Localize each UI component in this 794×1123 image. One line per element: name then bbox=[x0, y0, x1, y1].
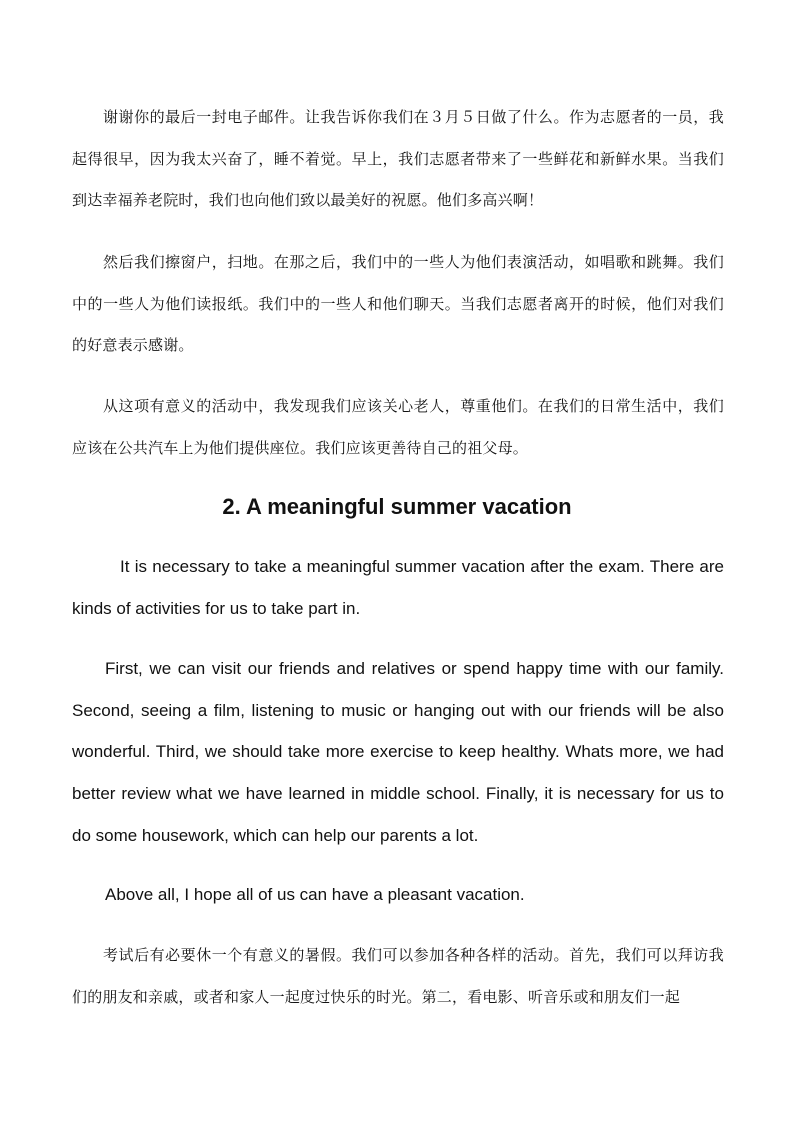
chinese-paragraph-2: 然后我们擦窗户，扫地。在那之后，我们中的一些人为他们表演活动，如唱歌和跳舞。我们中的一些人为他们读报纸。我们中的一些人和他们聊天。当我们志愿者离开的时候，他们对我们的好意表示感谢。 bbox=[72, 253, 724, 354]
english-paragraph-1: It is necessary to take a meaningful summer vacation after the exam. There are kinds of activities for us to take part in. bbox=[72, 557, 724, 618]
chinese-translation-paragraph: 考试后有必要休一个有意义的暑假。我们可以参加各种各样的活动。首先，我们可以拜访我们的朋友和亲戚，或者和家人一起度过快乐的时光。第二，看电影、听音乐或和朋友们一起 bbox=[72, 946, 724, 1006]
chinese-paragraph-3: 从这项有意义的活动中，我发现我们应该关心老人，尊重他们。在我们的日常生活中，我们应该在公共汽车上为他们提供座位。我们应该更善待自己的祖父母。 bbox=[72, 397, 724, 457]
essay-title: 2. A meaningful summer vacation bbox=[222, 494, 572, 519]
english-paragraph-3: Above all, I hope all of us can have a pleasant vacation. bbox=[105, 885, 525, 904]
english-paragraph-2: First, we can visit our friends and relatives or spend happy time with our family. Second, seeing a film, listening to music or hanging out with our friends will be also wonderful. Third, we should take more exercise to keep healthy. Whats more, we had better review what we have learned in middle school. Finally, it is necessary for us to do some housework, which can help our parents a lot. bbox=[72, 659, 724, 845]
chinese-paragraph-1: 谢谢你的最后一封电子邮件。让我告诉你我们在３月５日做了什么。作为志愿者的一员，我起得很早，因为我太兴奋了，睡不着觉。早上，我们志愿者带来了一些鲜花和新鲜水果。当我们到达幸福养老院时，我们也向他们致以最美好的祝愿。他们多高兴啊！ bbox=[72, 108, 724, 209]
